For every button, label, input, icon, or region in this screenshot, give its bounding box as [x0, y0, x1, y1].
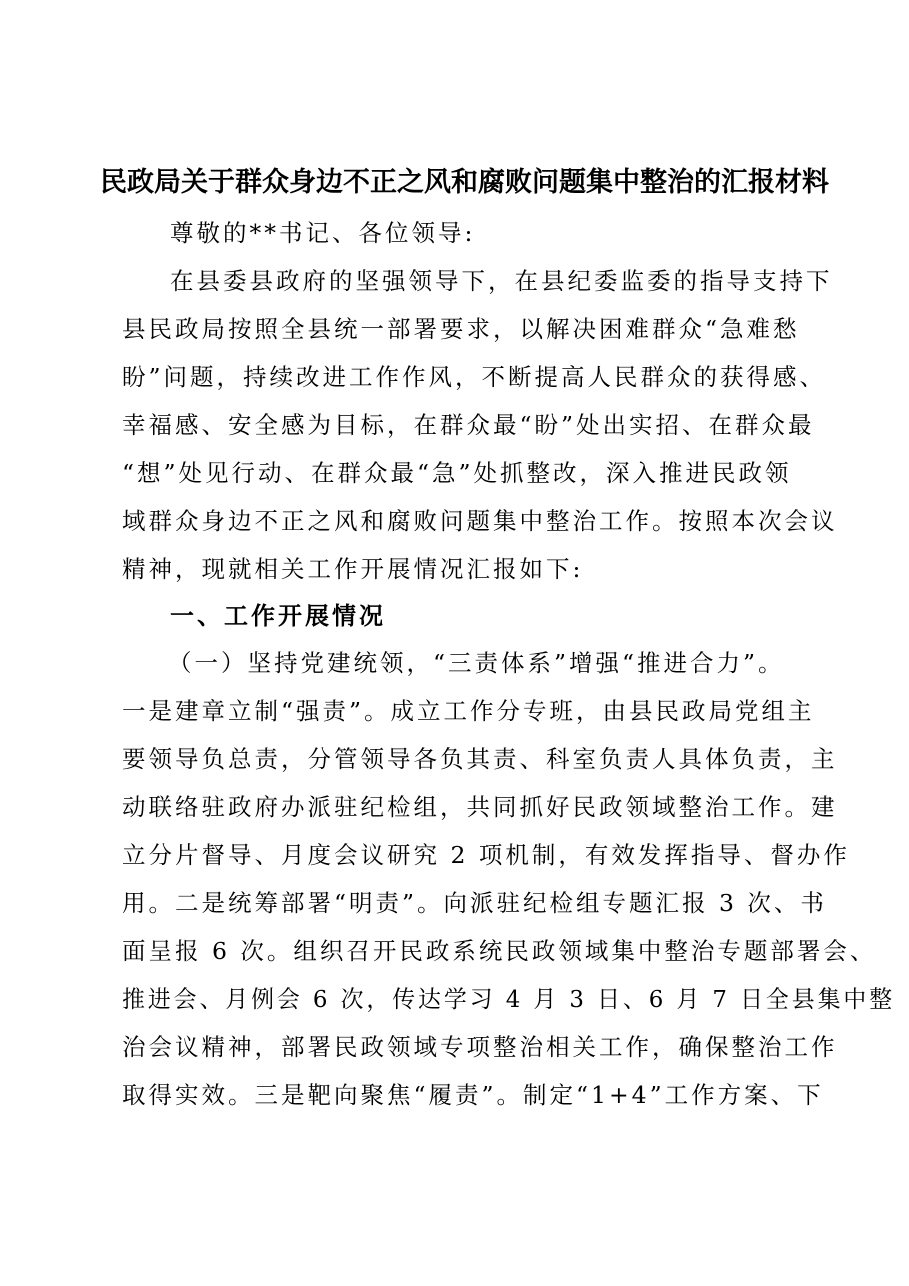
intro-line-2: 县民政局按照全县统一部署要求，以解决困难群众“急难愁 [122, 315, 800, 343]
body-line-10: 取得实效。三是靶向聚焦“履责”。制定“1+4”工作方案、下 [122, 1081, 824, 1109]
salutation: 尊敬的**书记、各位领导: [170, 219, 476, 247]
intro-line-6: 域群众身边不正之风和腐败问题集中整治工作。按照本次会议 [122, 507, 838, 535]
body-line-9: 治会议精神，部署民政领域专项整治相关工作，确保整治工作 [122, 1033, 838, 1061]
section-heading: 一、工作开展情况 [170, 602, 386, 630]
body-line-7: 面呈报 6 次。组织召开民政系统民政领域集中整治专题部署会、 [122, 937, 877, 965]
body-line-5: 立分片督导、月度会议研究 2 项机制，有效发挥指导、督办作 [122, 841, 850, 869]
intro-line-5: “想”处见行动、在群众最“急”处抓整改，深入推进民政领 [122, 459, 792, 487]
body-line-8: 推进会、月例会 6 次，传达学习 4 月 3 日、6 月 7 日全县集中整 [122, 985, 896, 1013]
body-line-6: 用。二是统筹部署“明责”。向派驻纪检组专题汇报 3 次、书 [122, 889, 827, 917]
document-title: 民政局关于群众身边不正之风和腐败问题集中整治的汇报材料 [100, 167, 829, 198]
body-line-4: 动联络驻政府办派驻纪检组，共同抓好民政领域整治工作。建 [122, 793, 838, 821]
intro-line-1: 在县委县政府的坚强领导下，在县纪委监委的指导支持下 [170, 267, 833, 295]
body-line-3: 要领导负总责，分管领导各负其责、科室负责人具体负责，主 [122, 745, 838, 773]
body-line-1: （一）坚持党建统领，“三责体系”增强“推进合力”。 [168, 649, 785, 677]
intro-line-4: 幸福感、安全感为目标，在群众最“盼”处出实招、在群众最 [122, 411, 815, 439]
intro-line-3: 盼”问题，持续改进工作作风，不断提高人民群众的获得感、 [122, 363, 827, 391]
body-line-2: 一是建章立制“强责”。成立工作分专班，由县民政局党组主 [122, 697, 815, 725]
intro-line-7: 精神，现就相关工作开展情况汇报如下: [122, 555, 584, 583]
